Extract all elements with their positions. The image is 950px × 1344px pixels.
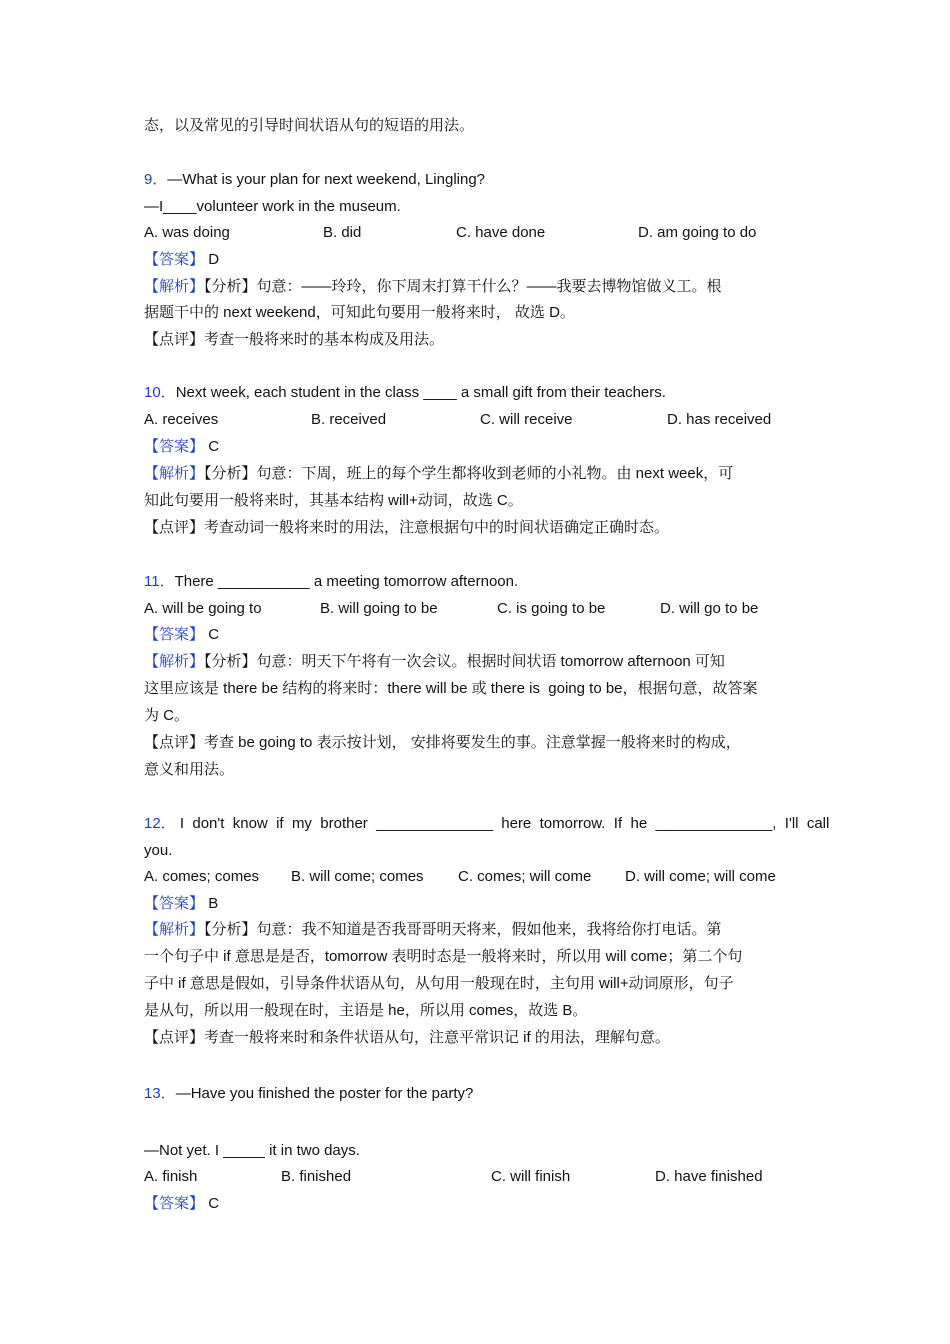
question-13 xyxy=(144,1084,473,1104)
question-number: 12． xyxy=(144,815,176,832)
option-c: C. will receive xyxy=(480,411,573,428)
question-9 xyxy=(144,170,485,190)
analysis-tag: 【解析】 xyxy=(144,465,205,482)
option-d: D. have finished xyxy=(655,1168,763,1185)
answer-tag: 【答案】 xyxy=(144,895,205,912)
answer-value: D xyxy=(208,251,220,268)
option-b: B. finished xyxy=(281,1168,352,1185)
comment-line: 【点评】考查一般将来时的基本构成及用法。 xyxy=(144,331,445,348)
option-d: D. will go to be xyxy=(660,600,759,617)
question-text: I don't know if my brother ______________ here tomorrow. If he ______________, I'll call xyxy=(175,815,830,832)
analysis-text: 【分析】句意：明天下午将有一次会议。根据时间状语 tomorrow afternoon 可知 xyxy=(204,653,725,670)
analysis-text: 【分析】句意：——玲玲，你下周末打算干什么？——我要去博物馆做义工。根 xyxy=(204,278,722,295)
analysis-line: 知此句要用一般将来时，其基本结构 will+动词，故选 C。 xyxy=(144,492,523,509)
option-b: B. will come; comes xyxy=(291,868,424,885)
intro-text: 态，以及常见的引导时间状语从句的短语的用法。 xyxy=(144,117,475,134)
option-d: D. am going to do xyxy=(638,224,757,241)
analysis-text: 【分析】句意：我不知道是否我哥哥明天将来，假如他来，我将给你打电话。第 xyxy=(204,921,722,938)
question-number: 11． xyxy=(144,573,175,590)
option-a: A. receives xyxy=(144,411,219,428)
option-a: A. was doing xyxy=(144,224,230,241)
question-number: 10． xyxy=(144,384,176,401)
analysis-text: 【分析】句意：下周，班上的每个学生都将收到老师的小礼物。由 next week，可 xyxy=(204,465,734,482)
analysis-line: 这里应该是 there be 结构的将来时：there will be 或 there is going to be，根据句意，故答案 xyxy=(144,680,758,697)
question-12-continued: you. xyxy=(144,842,173,859)
answer-value: C xyxy=(208,1195,220,1212)
analysis-line xyxy=(144,920,722,940)
answer-tag: 【答案】 xyxy=(144,251,205,268)
option-a: A. will be going to xyxy=(144,600,262,617)
answer-value: C xyxy=(208,438,220,455)
analysis-tag: 【解析】 xyxy=(144,278,205,295)
analysis-tag: 【解析】 xyxy=(144,921,205,938)
answer-line xyxy=(144,894,218,914)
comment-line: 意义和用法。 xyxy=(144,761,235,778)
analysis-line: 据题干中的 next weekend，可知此句要用一般将来时， 故选 D。 xyxy=(144,304,575,321)
analysis-line xyxy=(144,652,725,672)
answer-line xyxy=(144,250,219,270)
option-d: D. has received xyxy=(667,411,772,428)
question-10 xyxy=(144,383,666,403)
analysis-line xyxy=(144,277,722,297)
question-text: —Have you finished the poster for the party? xyxy=(175,1085,474,1102)
question-number: 9． xyxy=(144,171,168,188)
option-c: C. comes; will come xyxy=(458,868,592,885)
option-c: C. have done xyxy=(456,224,546,241)
analysis-line: 子中 if 意思是假如，引导条件状语从句，从句用一般现在时，主句用 will+动词原形，句子 xyxy=(144,975,734,992)
answer-line xyxy=(144,437,219,457)
option-a: A. finish xyxy=(144,1168,198,1185)
comment-line: 【点评】考查一般将来时和条件状语从句，注意平常识记 if 的用法，理解句意。 xyxy=(144,1029,670,1046)
answer-tag: 【答案】 xyxy=(144,626,205,643)
analysis-line xyxy=(144,464,733,484)
answer-tag: 【答案】 xyxy=(144,1195,205,1212)
option-b: B. did xyxy=(323,224,362,241)
question-text: Next week, each student in the class ____ a small gift from their teachers. xyxy=(175,384,666,401)
option-c: C. will finish xyxy=(491,1168,571,1185)
option-b: B. received xyxy=(311,411,387,428)
answer-tag: 【答案】 xyxy=(144,438,205,455)
question-text: —What is your plan for next weekend, Lingling? xyxy=(167,171,486,188)
comment-line: 【点评】考查 be going to 表示按计划， 安排将要发生的事。注意掌握一般将来时的构成， xyxy=(144,734,741,751)
answer-line xyxy=(144,625,219,645)
question-12 xyxy=(144,814,829,834)
option-b: B. will going to be xyxy=(320,600,438,617)
option-d: D. will come; will come xyxy=(625,868,776,885)
answer-line xyxy=(144,1194,219,1214)
answer-value: B xyxy=(208,895,219,912)
analysis-tag: 【解析】 xyxy=(144,653,205,670)
analysis-line: 为 C。 xyxy=(144,707,190,724)
question-11 xyxy=(144,572,518,592)
question-text: There ___________ a meeting tomorrow afternoon. xyxy=(174,573,519,590)
answer-value: C xyxy=(208,626,220,643)
analysis-line: 一个句子中 if 意思是是否，tomorrow 表明时态是一般将来时，所以用 will come；第二个句 xyxy=(144,948,743,965)
question-number: 13． xyxy=(144,1085,176,1102)
comment-line: 【点评】考查动词一般将来时的用法，注意根据句中的时间状语确定正确时态。 xyxy=(144,519,670,536)
option-c: C. is going to be xyxy=(497,600,606,617)
option-a: A. comes; comes xyxy=(144,868,260,885)
question-9-reply: —I____volunteer work in the museum. xyxy=(144,198,401,215)
analysis-line: 是从句，所以用一般现在时，主语是 he，所以用 comes，故选 B。 xyxy=(144,1002,588,1019)
question-13-reply: —Not yet. I _____ it in two days. xyxy=(144,1142,360,1159)
